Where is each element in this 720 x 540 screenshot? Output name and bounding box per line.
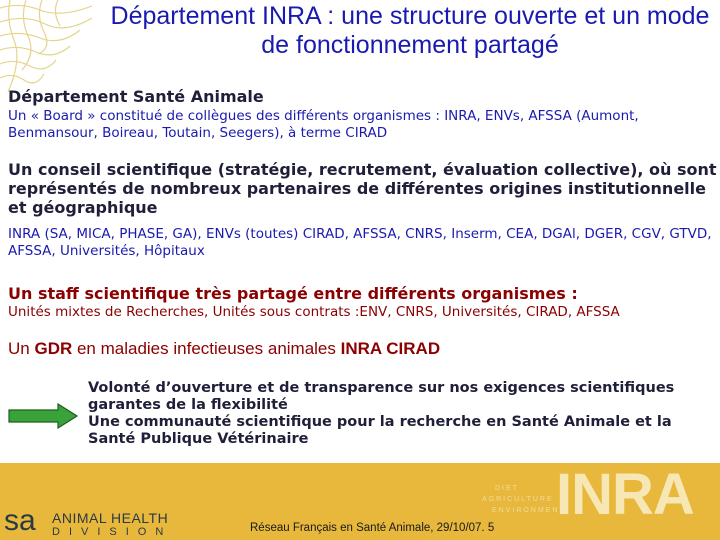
corner-pattern-decoration [0,0,92,92]
bullet-item: Volonté d’ouverture et de transparence sur nos exigences scientifiques [88,380,675,396]
bullet-list [88,380,718,448]
arrow-right-icon [8,403,78,429]
inra-logo: INRA [556,462,694,527]
gdr-prefix: Un [8,339,35,358]
page-title: Département INRA : une structure ouverte et un mode de fonctionnement partagé [110,2,710,59]
gdr-middle: en maladies infectieuses animales [72,339,341,358]
section-body-board: Un « Board » constitué de collègues des différents organismes : INRA, ENVs, AFSSA (Aumont, Benmansour, Boireau, Toutain, Seegers), à terme CIRAD [8,108,639,141]
section-body-partenaires: INRA (SA, MICA, PHASE, GA), ENVs (toutes) CIRAD, AFSSA, CNRS, Inserm, CEA, DGAl, DGER, CGV, GTVD, AFSSA, Universités, Hôpitaux [8,226,712,259]
gdr-partners: INRA CIRAD [340,339,441,358]
section-body-unites: Unités mixtes de Recherches, Unités sous contrats :ENV, CNRS, Universités, CIRAD, AFSSA [8,304,620,320]
footer-tag-environment: ENVIRONMENT [492,507,566,514]
section-heading-sante-animale: Département Santé Animale [8,87,264,106]
section-heading-staff: Un staff scientifique très partagé entre différents organismes : [8,284,578,303]
footer-caption: Réseau Français en Santé Animale, 29/10/07. 5 [250,522,495,534]
section-heading-conseil-scientifique: Un conseil scientifique (stratégie, recrutement, évaluation collective), où sont représentés de nombreux partenaires de différentes origines institutionnelle et géographique [8,160,717,217]
gdr-bold: GDR [34,339,73,358]
footer-tag-diet: DIET [495,485,519,492]
animal-health-logo-mark: sa [4,504,36,537]
gdr-line [8,339,440,359]
animal-health-logo-text: ANIMAL HEALTH [52,510,169,526]
bullet-item: Une communauté scientifique pour la recherche en Santé Animale et la Santé Publique Vétérinaire [88,414,672,447]
footer-tag-agriculture: AGRICULTURE [482,496,554,503]
bullet-item: garantes de la flexibilité [88,397,288,413]
division-logo-text: DIVISION [52,526,173,538]
